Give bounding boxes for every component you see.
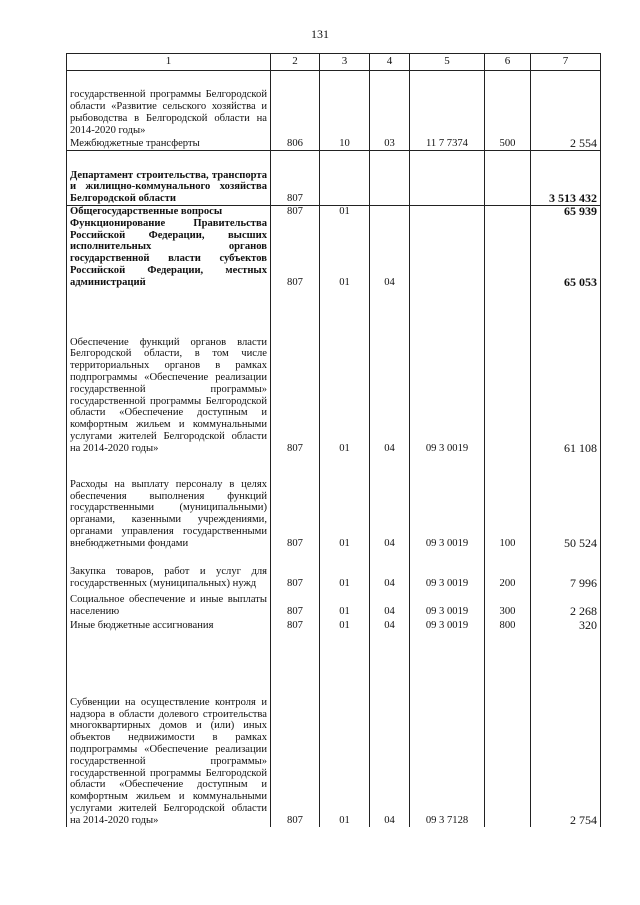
row-amount: 50 524 [531, 455, 601, 550]
row-amount: 2 268 [531, 590, 601, 618]
row-pr: 04 [370, 550, 410, 590]
row-pr [370, 206, 410, 218]
table-row [67, 71, 601, 137]
row-vr [485, 71, 531, 137]
row-vr [485, 289, 531, 455]
column-header: 6 [485, 54, 531, 71]
table-row [67, 137, 601, 151]
row-rz: 01 [320, 218, 370, 289]
row-rz: 01 [320, 206, 370, 218]
row-csr: 09 3 0019 [410, 590, 485, 618]
row-name: Межбюджетные трансферты [67, 137, 271, 151]
row-rz [320, 151, 370, 206]
row-rz [320, 71, 370, 137]
table-row [67, 455, 601, 550]
row-pr [370, 71, 410, 137]
row-ved: 807 [271, 632, 320, 827]
row-pr: 04 [370, 590, 410, 618]
table-row [67, 206, 601, 218]
row-vr [485, 206, 531, 218]
row-rz: 01 [320, 590, 370, 618]
table-row [67, 218, 601, 289]
row-rz: 01 [320, 618, 370, 632]
row-pr: 04 [370, 289, 410, 455]
row-vr: 100 [485, 455, 531, 550]
row-name: Социальное обеспечение и иные выплаты населению [67, 590, 271, 618]
row-amount: 7 996 [531, 550, 601, 590]
column-header: 1 [67, 54, 271, 71]
column-header: 4 [370, 54, 410, 71]
row-pr: 03 [370, 137, 410, 151]
row-vr: 200 [485, 550, 531, 590]
table-row [67, 151, 601, 206]
row-ved: 806 [271, 137, 320, 151]
row-ved: 807 [271, 218, 320, 289]
row-rz: 01 [320, 289, 370, 455]
table-row [67, 289, 601, 455]
table-row [67, 550, 601, 590]
row-ved: 807 [271, 550, 320, 590]
row-ved: 807 [271, 455, 320, 550]
row-ved [271, 71, 320, 137]
row-name: государственной программы Белгородской области «Развитие сельского хозяйства и рыбоводства в Белгородской области на 2014-2020 годы» [67, 71, 271, 137]
row-ved: 807 [271, 151, 320, 206]
page-number: 131 [311, 27, 329, 41]
row-amount: 320 [531, 618, 601, 632]
row-name: Департамент строительства, транспорта и жилищно-коммунального хозяйства Белгородской области [67, 151, 271, 206]
row-pr: 04 [370, 455, 410, 550]
row-name: Субвенции на осуществление контроля и надзора в области долевого строительства многоквартирных домов и (или) иных объектов недвижимости в рамках подпрограммы «Обеспечение реализации государственной программы» государственной программы Белгородской области «Обеспечение доступным и комфортным жильем и коммунальными услугами жителей Белгородской области на 2014-2020 годы» [67, 632, 271, 827]
row-pr: 04 [370, 632, 410, 827]
row-pr: 04 [370, 618, 410, 632]
row-csr: 09 3 0019 [410, 550, 485, 590]
table-row [67, 632, 601, 827]
row-amount [531, 71, 601, 137]
budget-table [66, 53, 601, 827]
row-csr: 09 3 7128 [410, 632, 485, 827]
row-amount: 2 554 [531, 137, 601, 151]
row-csr [410, 218, 485, 289]
row-amount: 61 108 [531, 289, 601, 455]
row-pr: 04 [370, 218, 410, 289]
column-header: 3 [320, 54, 370, 71]
row-ved: 807 [271, 206, 320, 218]
row-ved: 807 [271, 618, 320, 632]
row-ved: 807 [271, 590, 320, 618]
row-vr [485, 632, 531, 827]
row-vr [485, 151, 531, 206]
table-row [67, 590, 601, 618]
column-header: 2 [271, 54, 320, 71]
row-amount: 3 513 432 [531, 151, 601, 206]
row-amount: 65 939 [531, 206, 601, 218]
column-header: 5 [410, 54, 485, 71]
row-rz: 01 [320, 550, 370, 590]
row-vr: 800 [485, 618, 531, 632]
row-csr: 09 3 0019 [410, 289, 485, 455]
row-rz: 10 [320, 137, 370, 151]
row-vr: 300 [485, 590, 531, 618]
table-row [67, 618, 601, 632]
row-ved: 807 [271, 289, 320, 455]
row-amount: 2 754 [531, 632, 601, 827]
row-amount: 65 053 [531, 218, 601, 289]
row-csr: 11 7 7374 [410, 137, 485, 151]
row-csr: 09 3 0019 [410, 618, 485, 632]
row-name: Общегосударственные вопросы [67, 206, 271, 218]
row-csr [410, 71, 485, 137]
row-csr: 09 3 0019 [410, 455, 485, 550]
row-pr [370, 151, 410, 206]
row-name: Закупка товаров, работ и услуг для государственных (муниципальных) нужд [67, 550, 271, 590]
row-name: Обеспечение функций органов власти Белгородской области, в том числе территориальных органов в рамках подпрограммы «Обеспечение реализации государственной программы» государственной программы Белгородской области «Обеспечение доступным и комфортным жильем и коммунальными услугами жителей Белгородской области на 2014-2020 годы» [67, 289, 271, 455]
row-csr [410, 151, 485, 206]
row-name: Иные бюджетные ассигнования [67, 618, 271, 632]
row-rz: 01 [320, 455, 370, 550]
row-name: Функционирование Правительства Российской Федерации, высших исполнительных органов государственной власти субъектов Российской Федерации, местных администраций [67, 218, 271, 289]
row-csr [410, 206, 485, 218]
table-header-row [67, 54, 601, 71]
row-name: Расходы на выплату персоналу в целях обеспечения выполнения функций государственными (муниципальными) органами, казенными учреждениями, органами управления государственными внебюджетными фондами [67, 455, 271, 550]
row-vr [485, 218, 531, 289]
row-vr: 500 [485, 137, 531, 151]
row-rz: 01 [320, 632, 370, 827]
column-header: 7 [531, 54, 601, 71]
